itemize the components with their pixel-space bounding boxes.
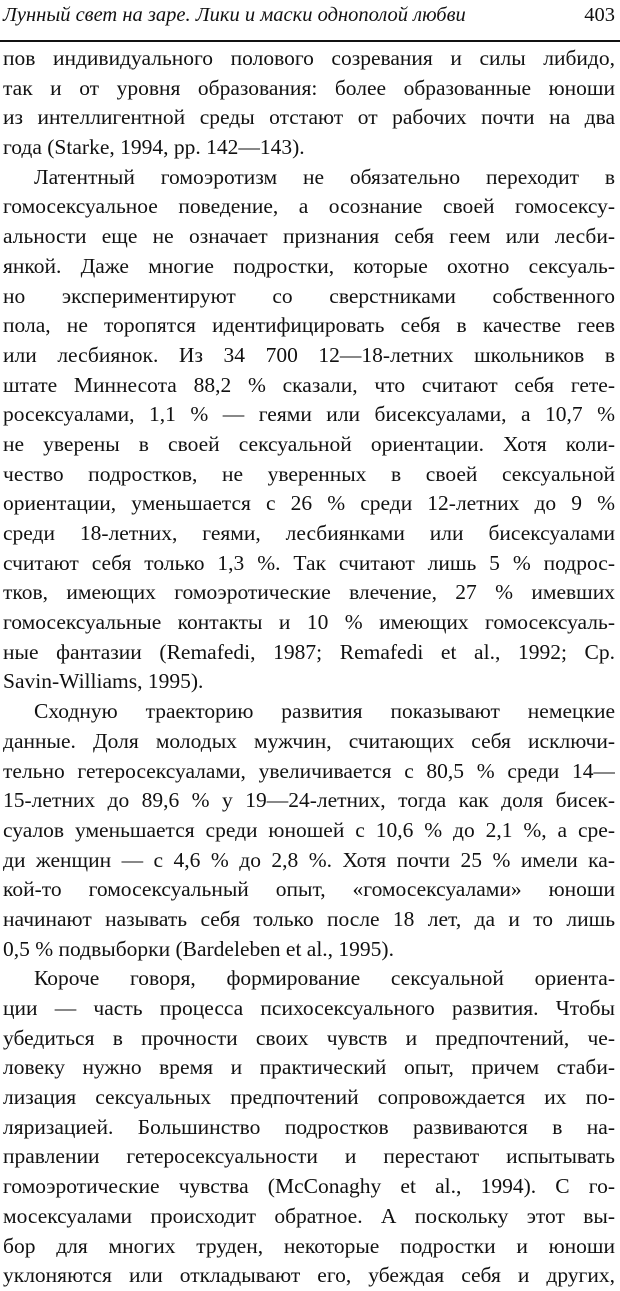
text-line: ловеку нужно время и практический опыт, причем стаби- — [3, 1055, 615, 1080]
text-line: тков, имеющих гомоэротические влечение, 27 % имевших — [3, 580, 615, 605]
page-body-text — [3, 44, 615, 1291]
text-line: Сходную траекторию развития показывают немецкие — [34, 699, 615, 724]
header-rule — [0, 40, 620, 42]
text-line: гомоэротические чувства (McConaghy et al., 1994). С го- — [3, 1174, 615, 1199]
running-title: Лунный свет на заре. Лики и маски однополой любви — [3, 4, 466, 26]
text-line: считают себя только 1,3 %. Так считают лишь 5 % подрос- — [3, 550, 615, 575]
text-line: ции — часть процесса психосексуального развития. Чтобы — [3, 996, 615, 1020]
text-line: так и от уровня образования: более образованные юноши — [3, 75, 615, 100]
text-line: кой-то гомосексуальный опыт, «гомосексуалами» юноши — [3, 877, 615, 902]
text-line: 15-летних до 89,6 % у 19—24-летних, тогда как доля бисек- — [3, 788, 615, 813]
text-line: не уверены в своей сексуальной ориентации. Хотя коли- — [3, 431, 615, 456]
text-line: года (Starke, 1994, pp. 142—143). — [3, 135, 305, 160]
running-header — [3, 0, 615, 34]
page-number: 403 — [584, 4, 615, 26]
text-line: Savin-Williams, 1995). — [3, 669, 204, 694]
text-line: янкой. Даже многие подростки, которые охотно сексуаль- — [3, 253, 615, 278]
text-line: Латентный гомоэротизм не обязательно переходит в — [34, 164, 615, 189]
text-line: среди 18-летних, геями, лесбиянками или бисексуалами — [3, 521, 615, 545]
text-line: гомосексуальные контакты и 10 % имеющих гомосексуаль- — [3, 610, 615, 635]
text-line: суалов уменьшается среди юношей с 10,6 % до 2,1 %, а сре- — [3, 817, 615, 842]
text-line: но экспериментируют со сверстниками собственного — [3, 283, 615, 308]
text-line: пола, не торопятся идентифицировать себя в качестве геев — [3, 313, 615, 338]
text-line: чество подростков, не уверенных в своей сексуальной — [3, 461, 615, 486]
text-line: тельно гетеросексуалами, увеличивается с 80,5 % среди 14— — [3, 758, 615, 783]
text-line: или лесбиянок. Из 34 700 12—18-летних школьников в — [3, 342, 615, 367]
text-line: начинают называть себя только после 18 лет, да и то лишь — [3, 906, 615, 931]
text-line: 0,5 % подвыборки (Bardeleben et al., 1995). — [3, 936, 394, 961]
text-line: убедиться в прочности своих чувств и предпочтений, че- — [3, 1025, 615, 1050]
text-line: уклоняются или откладывают его, убеждая себя и других, — [3, 1263, 615, 1288]
text-line: ориентации, уменьшается с 26 % среди 12-летних до 9 % — [3, 491, 615, 516]
text-line: ные фантазии (Remafedi, 1987; Remafedi et al., 1992; Ср. — [3, 639, 615, 664]
text-line: данные. Доля молодых мужчин, считающих себя исключи- — [3, 728, 615, 753]
text-line: ди женщин — с 4,6 % до 2,8 %. Хотя почти 25 % имели ка- — [3, 847, 615, 872]
text-line: гомосексуальное поведение, а осознание своей гомосексу- — [3, 194, 615, 219]
text-line: лизация сексуальных предпочтений сопровождается их по- — [3, 1085, 615, 1110]
text-line: правлении гетеросексуальности и перестают испытывать — [3, 1144, 615, 1169]
text-line: штате Миннесота 88,2 % сказали, что считают себя гете- — [3, 372, 615, 397]
text-line: росексуалами, 1,1 % — геями или бисексуалами, а 10,7 % — [3, 402, 615, 427]
text-line: из интеллигентной среды отстают от рабочих почти на два — [3, 105, 615, 130]
text-line: ляризацией. Большинство подростков развиваются в на- — [3, 1114, 615, 1139]
text-line: мосексуалами происходит обратное. А поскольку этот вы- — [3, 1203, 615, 1228]
text-line: Короче говоря, формирование сексуальной ориента- — [34, 966, 615, 991]
text-line: пов индивидуального полового созревания и силы либидо, — [3, 46, 615, 70]
text-line: бор для многих труден, некоторые подростки и юноши — [3, 1233, 615, 1258]
text-line: альности еще не означает признания себя геем или лесби- — [3, 224, 615, 249]
